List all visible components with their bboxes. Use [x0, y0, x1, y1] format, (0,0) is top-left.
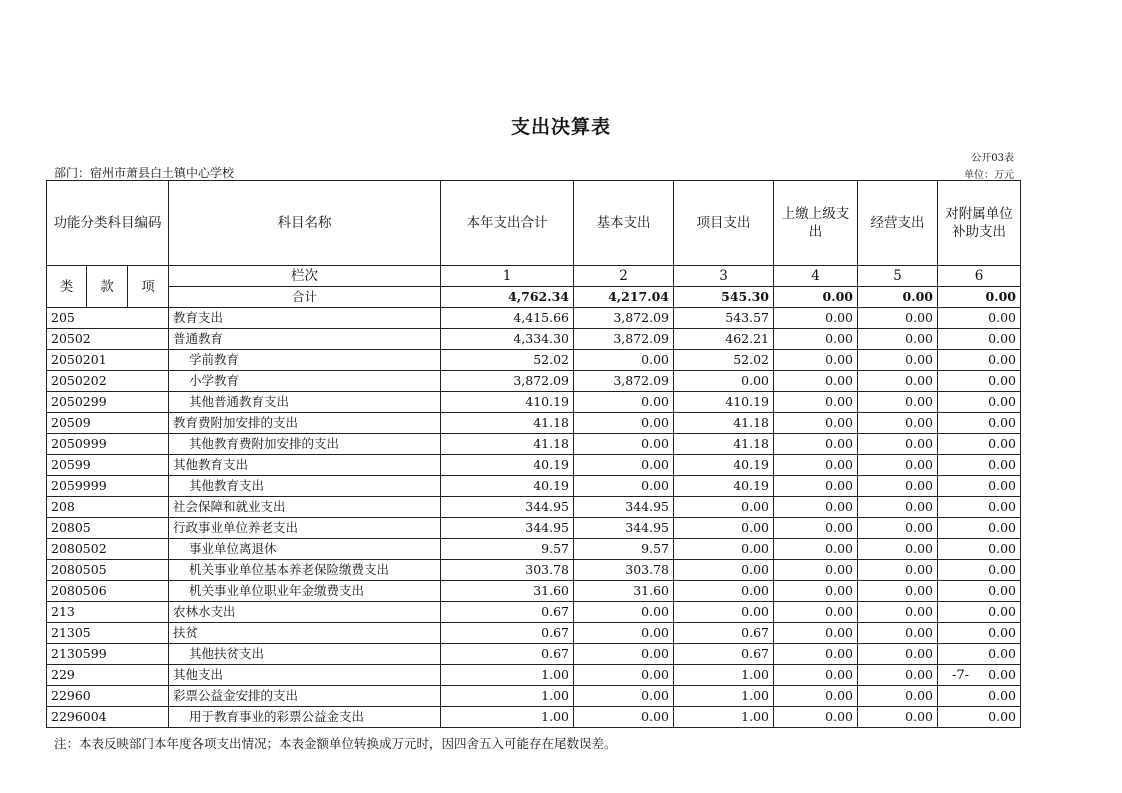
table-row — [47, 602, 1021, 623]
row-upper: 0.00 — [774, 308, 858, 329]
row-code: 22960 — [47, 686, 169, 707]
total-cell: 0.00 — [938, 287, 1021, 308]
row-total: 303.78 — [441, 560, 574, 581]
row-code: 229 — [47, 665, 169, 686]
header-xiang: 项 — [128, 266, 169, 308]
row-name: 其他教育支出 — [169, 455, 441, 476]
row-upper: 0.00 — [774, 392, 858, 413]
row-subsidy: 0.00 — [938, 518, 1021, 539]
row-subsidy: 0.00 — [938, 329, 1021, 350]
row-project: 40.19 — [674, 476, 774, 497]
row-code: 21305 — [47, 623, 169, 644]
expenditure-table — [46, 180, 1021, 728]
row-business: 0.00 — [858, 623, 938, 644]
row-name: 扶贫 — [169, 623, 441, 644]
row-upper: 0.00 — [774, 581, 858, 602]
footnote: 注：本表反映部门本年度各项支出情况；本表金额单位转换成万元时，因四舍五入可能存在尾数误差。 — [54, 736, 617, 751]
col-index-5: 5 — [858, 266, 938, 287]
col-index-6: 6 — [938, 266, 1021, 287]
row-business: 0.00 — [858, 329, 938, 350]
row-basic: 0.00 — [574, 350, 674, 371]
row-business: 0.00 — [858, 707, 938, 728]
row-name: 教育支出 — [169, 308, 441, 329]
row-code: 20599 — [47, 455, 169, 476]
row-project: 0.00 — [674, 581, 774, 602]
row-basic: 0.00 — [574, 602, 674, 623]
table-row — [47, 518, 1021, 539]
row-name: 机关事业单位职业年金缴费支出 — [169, 581, 441, 602]
row-subsidy: 0.00 — [938, 644, 1021, 665]
row-basic: 0.00 — [574, 623, 674, 644]
row-total: 3,872.09 — [441, 371, 574, 392]
header-row — [47, 181, 1021, 266]
row-name: 机关事业单位基本养老保险缴费支出 — [169, 560, 441, 581]
row-total: 0.67 — [441, 602, 574, 623]
row-basic: 3,872.09 — [574, 371, 674, 392]
row-total: 0.67 — [441, 644, 574, 665]
header-lei: 类 — [47, 266, 87, 308]
col-index-2: 2 — [574, 266, 674, 287]
row-upper: 0.00 — [774, 350, 858, 371]
row-total: 0.67 — [441, 623, 574, 644]
total-cell: 4,762.34 — [441, 287, 574, 308]
row-total: 1.00 — [441, 665, 574, 686]
row-name: 农林水支出 — [169, 602, 441, 623]
row-business: 0.00 — [858, 686, 938, 707]
row-business: 0.00 — [858, 581, 938, 602]
column-index-row — [47, 266, 1021, 287]
row-project: 410.19 — [674, 392, 774, 413]
row-business: 0.00 — [858, 350, 938, 371]
row-name: 教育费附加安排的支出 — [169, 413, 441, 434]
table-row — [47, 476, 1021, 497]
table-row — [47, 581, 1021, 602]
row-subsidy: 0.00 — [938, 581, 1021, 602]
row-project: 41.18 — [674, 434, 774, 455]
total-label: 合计 — [169, 287, 441, 308]
row-name: 学前教育 — [169, 350, 441, 371]
row-subsidy: 0.00 — [938, 350, 1021, 371]
row-basic: 3,872.09 — [574, 308, 674, 329]
row-upper: 0.00 — [774, 623, 858, 644]
row-project: 41.18 — [674, 413, 774, 434]
header-business: 经营支出 — [858, 181, 938, 266]
row-total: 31.60 — [441, 581, 574, 602]
row-subsidy: 0.00 — [938, 497, 1021, 518]
row-subsidy: 0.00 — [938, 539, 1021, 560]
table-row — [47, 497, 1021, 518]
row-project: 1.00 — [674, 707, 774, 728]
row-total: 40.19 — [441, 455, 574, 476]
row-business: 0.00 — [858, 455, 938, 476]
row-subsidy: 0.00 — [938, 392, 1021, 413]
table-row — [47, 434, 1021, 455]
table-row — [47, 707, 1021, 728]
col-index-4: 4 — [774, 266, 858, 287]
row-code: 20509 — [47, 413, 169, 434]
row-business: 0.00 — [858, 539, 938, 560]
department-label: 部门：宿州市萧县白土镇中心学校 — [54, 166, 235, 180]
row-basic: 31.60 — [574, 581, 674, 602]
table-row — [47, 455, 1021, 476]
page-title: 支出决算表 — [510, 116, 611, 138]
row-project: 52.02 — [674, 350, 774, 371]
row-name: 其他支出 — [169, 665, 441, 686]
row-upper: 0.00 — [774, 413, 858, 434]
row-project: 462.21 — [674, 329, 774, 350]
row-subsidy: 0.00 — [938, 476, 1021, 497]
row-business: 0.00 — [858, 308, 938, 329]
row-code: 2050201 — [47, 350, 169, 371]
row-code: 2050202 — [47, 371, 169, 392]
row-subsidy: 0.00 — [938, 434, 1021, 455]
row-project: 0.00 — [674, 371, 774, 392]
row-upper: 0.00 — [774, 434, 858, 455]
row-upper: 0.00 — [774, 476, 858, 497]
row-project: 0.00 — [674, 539, 774, 560]
row-basic: 0.00 — [574, 434, 674, 455]
row-basic: 303.78 — [574, 560, 674, 581]
row-basic: 0.00 — [574, 665, 674, 686]
col-index-1: 1 — [441, 266, 574, 287]
row-project: 0.67 — [674, 623, 774, 644]
row-code: 2050299 — [47, 392, 169, 413]
row-subsidy: 0.00 — [938, 308, 1021, 329]
row-total: 344.95 — [441, 497, 574, 518]
row-code: 2130599 — [47, 644, 169, 665]
row-total: 41.18 — [441, 413, 574, 434]
row-name: 社会保障和就业支出 — [169, 497, 441, 518]
total-cell: 545.30 — [674, 287, 774, 308]
row-code: 20502 — [47, 329, 169, 350]
row-basic: 0.00 — [574, 392, 674, 413]
row-upper: 0.00 — [774, 686, 858, 707]
header-lanci: 栏次 — [169, 266, 441, 287]
total-cell: 4,217.04 — [574, 287, 674, 308]
row-total: 1.00 — [441, 707, 574, 728]
table-row — [47, 686, 1021, 707]
row-business: 0.00 — [858, 644, 938, 665]
total-row — [47, 287, 1021, 308]
row-business: 0.00 — [858, 665, 938, 686]
row-subsidy: 0.00 — [938, 455, 1021, 476]
row-business: 0.00 — [858, 497, 938, 518]
form-number: 公开03表 — [971, 153, 1014, 164]
table-row — [47, 539, 1021, 560]
row-project: 0.00 — [674, 518, 774, 539]
row-project: 1.00 — [674, 665, 774, 686]
table-row — [47, 623, 1021, 644]
header-basic: 基本支出 — [574, 181, 674, 266]
row-total: 9.57 — [441, 539, 574, 560]
row-business: 0.00 — [858, 413, 938, 434]
row-subsidy: 0.00 — [938, 602, 1021, 623]
unit-label: 单位：万元 — [964, 170, 1014, 181]
row-upper: 0.00 — [774, 518, 858, 539]
row-business: 0.00 — [858, 392, 938, 413]
row-code: 2296004 — [47, 707, 169, 728]
row-basic: 9.57 — [574, 539, 674, 560]
row-business: 0.00 — [858, 434, 938, 455]
header-subsidy: 对附属单位补助支出 — [938, 181, 1021, 266]
row-basic: 0.00 — [574, 476, 674, 497]
table-row — [47, 329, 1021, 350]
row-total: 40.19 — [441, 476, 574, 497]
row-name: 行政事业单位养老支出 — [169, 518, 441, 539]
row-name: 其他教育费附加安排的支出 — [169, 434, 441, 455]
row-name: 其他教育支出 — [169, 476, 441, 497]
row-upper: 0.00 — [774, 644, 858, 665]
row-basic: 0.00 — [574, 413, 674, 434]
row-name: 彩票公益金安排的支出 — [169, 686, 441, 707]
row-upper: 0.00 — [774, 539, 858, 560]
table-row — [47, 350, 1021, 371]
row-total: 410.19 — [441, 392, 574, 413]
header-code: 功能分类科目编码 — [47, 181, 169, 266]
row-total: 41.18 — [441, 434, 574, 455]
row-business: 0.00 — [858, 560, 938, 581]
row-code: 2059999 — [47, 476, 169, 497]
table-row — [47, 413, 1021, 434]
row-project: 0.67 — [674, 644, 774, 665]
row-name: 小学教育 — [169, 371, 441, 392]
page-number: -7- — [952, 668, 970, 683]
row-upper: 0.00 — [774, 602, 858, 623]
row-subsidy: 0.00 — [938, 665, 1021, 686]
table-row — [47, 308, 1021, 329]
row-basic: 0.00 — [574, 644, 674, 665]
header-upper: 上缴上级支出 — [774, 181, 858, 266]
header-kuan: 款 — [87, 266, 128, 308]
row-code: 213 — [47, 602, 169, 623]
row-subsidy: 0.00 — [938, 560, 1021, 581]
row-subsidy: 0.00 — [938, 371, 1021, 392]
row-total: 4,334.30 — [441, 329, 574, 350]
header-total: 本年支出合计 — [441, 181, 574, 266]
row-code: 208 — [47, 497, 169, 518]
total-cell: 0.00 — [774, 287, 858, 308]
row-subsidy: 0.00 — [938, 623, 1021, 644]
row-name: 其他普通教育支出 — [169, 392, 441, 413]
row-upper: 0.00 — [774, 665, 858, 686]
header-name: 科目名称 — [169, 181, 441, 266]
row-code: 2080502 — [47, 539, 169, 560]
row-total: 1.00 — [441, 686, 574, 707]
header-project: 项目支出 — [674, 181, 774, 266]
table-row — [47, 665, 1021, 686]
table-row — [47, 371, 1021, 392]
row-basic: 3,872.09 — [574, 329, 674, 350]
row-name: 其他扶贫支出 — [169, 644, 441, 665]
row-subsidy: 0.00 — [938, 413, 1021, 434]
row-name: 用于教育事业的彩票公益金支出 — [169, 707, 441, 728]
row-project: 40.19 — [674, 455, 774, 476]
row-total: 4,415.66 — [441, 308, 574, 329]
total-cell: 0.00 — [858, 287, 938, 308]
row-basic: 344.95 — [574, 518, 674, 539]
row-basic: 0.00 — [574, 707, 674, 728]
row-code: 2050999 — [47, 434, 169, 455]
row-upper: 0.00 — [774, 371, 858, 392]
table-row — [47, 644, 1021, 665]
col-index-3: 3 — [674, 266, 774, 287]
row-project: 0.00 — [674, 560, 774, 581]
row-upper: 0.00 — [774, 560, 858, 581]
row-project: 0.00 — [674, 497, 774, 518]
row-basic: 0.00 — [574, 686, 674, 707]
row-upper: 0.00 — [774, 329, 858, 350]
row-basic: 344.95 — [574, 497, 674, 518]
row-upper: 0.00 — [774, 497, 858, 518]
table-row — [47, 392, 1021, 413]
row-name: 普通教育 — [169, 329, 441, 350]
table-row — [47, 560, 1021, 581]
row-upper: 0.00 — [774, 455, 858, 476]
row-upper: 0.00 — [774, 707, 858, 728]
row-business: 0.00 — [858, 602, 938, 623]
row-project: 543.57 — [674, 308, 774, 329]
row-code: 2080506 — [47, 581, 169, 602]
row-project: 0.00 — [674, 602, 774, 623]
row-name: 事业单位离退休 — [169, 539, 441, 560]
row-subsidy: 0.00 — [938, 707, 1021, 728]
row-code: 2080505 — [47, 560, 169, 581]
row-total: 344.95 — [441, 518, 574, 539]
row-business: 0.00 — [858, 476, 938, 497]
row-code: 205 — [47, 308, 169, 329]
row-total: 52.02 — [441, 350, 574, 371]
row-basic: 0.00 — [574, 455, 674, 476]
row-business: 0.00 — [858, 518, 938, 539]
row-project: 1.00 — [674, 686, 774, 707]
row-business: 0.00 — [858, 371, 938, 392]
row-subsidy: 0.00 — [938, 686, 1021, 707]
row-code: 20805 — [47, 518, 169, 539]
